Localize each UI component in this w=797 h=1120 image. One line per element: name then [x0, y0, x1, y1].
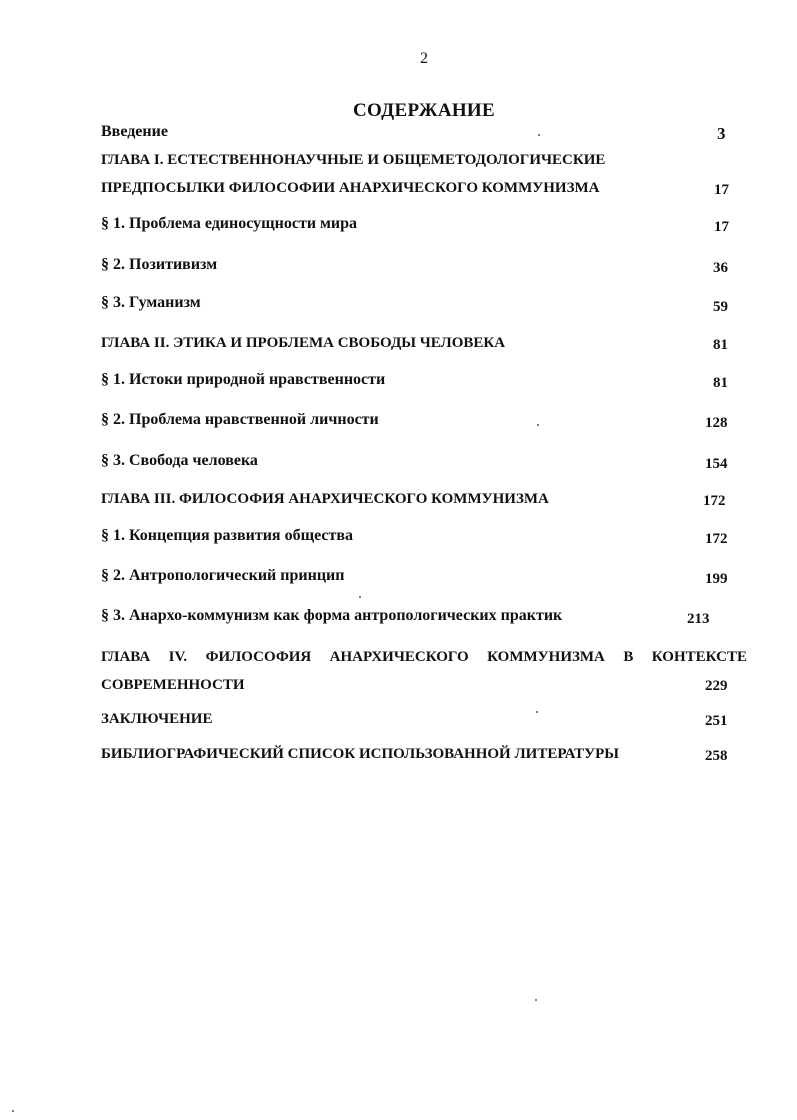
toc-entry-chapter-4-line2: СОВРЕМЕННОСТИ — [101, 677, 245, 693]
toc-entry-ch3-sec2: § 2. Антропологический принцип — [101, 567, 345, 584]
toc-page-introduction: 3 — [717, 124, 726, 143]
toc-entry-ch2-sec1: § 1. Истоки природной нравственности — [101, 371, 386, 388]
scan-speck — [536, 711, 538, 713]
toc-page-ch1-sec2: 36 — [713, 260, 728, 276]
scan-speck — [538, 134, 540, 136]
toc-entry-bibliography: БИБЛИОГРАФИЧЕСКИЙ СПИСОК ИСПОЛЬЗОВАННОЙ ЛИТЕРАТУРЫ — [101, 746, 619, 762]
scan-speck — [535, 999, 537, 1001]
toc-page-ch2-sec1: 81 — [713, 375, 728, 391]
scan-speck — [537, 424, 539, 426]
toc-word: КОНТЕКСТЕ — [651, 649, 747, 665]
toc-entry-conclusion: ЗАКЛЮЧЕНИЕ — [101, 711, 213, 727]
toc-page-ch3-sec3: 213 — [687, 611, 710, 627]
toc-entry-ch2-sec3: § 3. Свобода человека — [101, 452, 258, 469]
toc-entry-chapter-1-line2: ПРЕДПОСЫЛКИ ФИЛОСОФИИ АНАРХИЧЕСКОГО КОММУНИЗМА — [101, 180, 600, 196]
toc-entry-ch3-sec3: § 3. Анархо-коммунизм как форма антропологических практик — [101, 607, 563, 624]
toc-entry-ch2-sec2: § 2. Проблема нравственной личности — [101, 411, 379, 428]
toc-word: IV. — [168, 649, 188, 665]
toc-entry-ch3-sec1: § 1. Концепция развития общества — [101, 527, 353, 544]
toc-entry-ch1-sec3: § 3. Гуманизм — [101, 294, 201, 311]
toc-word: В — [623, 649, 634, 665]
toc-title: СОДЕРЖАНИЕ — [353, 100, 495, 121]
toc-entry-ch1-sec1: § 1. Проблема единосущности мира — [101, 215, 358, 232]
toc-entry-chapter-1-line1: ГЛАВА I. ЕСТЕСТВЕННОНАУЧНЫЕ И ОБЩЕМЕТОДОЛОГИЧЕСКИЕ — [101, 152, 606, 168]
toc-page-ch1-sec3: 59 — [713, 299, 728, 315]
toc-entry-chapter-2: ГЛАВА II. ЭТИКА И ПРОБЛЕМА СВОБОДЫ ЧЕЛОВЕКА — [101, 335, 506, 351]
toc-page-conclusion: 251 — [705, 713, 728, 729]
toc-page-ch3-sec1: 172 — [705, 531, 728, 547]
toc-page-bibliography: 258 — [705, 748, 728, 764]
toc-page-chapter-2: 81 — [713, 337, 728, 353]
toc-entry-chapter-3: ГЛАВА III. ФИЛОСОФИЯ АНАРХИЧЕСКОГО КОММУНИЗМА — [101, 491, 549, 507]
toc-word: АНАРХИЧЕСКОГО — [329, 649, 469, 665]
toc-word: ГЛАВА — [101, 649, 151, 665]
scan-speck — [12, 1110, 14, 1112]
toc-page-chapter-1: 17 — [714, 182, 729, 198]
page-number: 2 — [420, 50, 428, 67]
toc-entry-ch1-sec2: § 2. Позитивизм — [101, 256, 218, 273]
toc-page-ch1-sec1: 17 — [714, 219, 729, 235]
toc-page-chapter-4: 229 — [705, 678, 728, 694]
toc-page-ch2-sec2: 128 — [705, 415, 728, 431]
toc-word: КОММУНИЗМА — [487, 649, 605, 665]
toc-page-ch2-sec3: 154 — [705, 456, 728, 472]
toc-word: ФИЛОСОФИЯ — [205, 649, 312, 665]
toc-entry-chapter-4-line1 — [101, 647, 747, 667]
toc-page-ch3-sec2: 199 — [705, 571, 728, 587]
toc-page-chapter-3: 172 — [703, 493, 726, 509]
scan-speck — [359, 596, 361, 598]
toc-entry-introduction: Введение — [101, 123, 168, 140]
